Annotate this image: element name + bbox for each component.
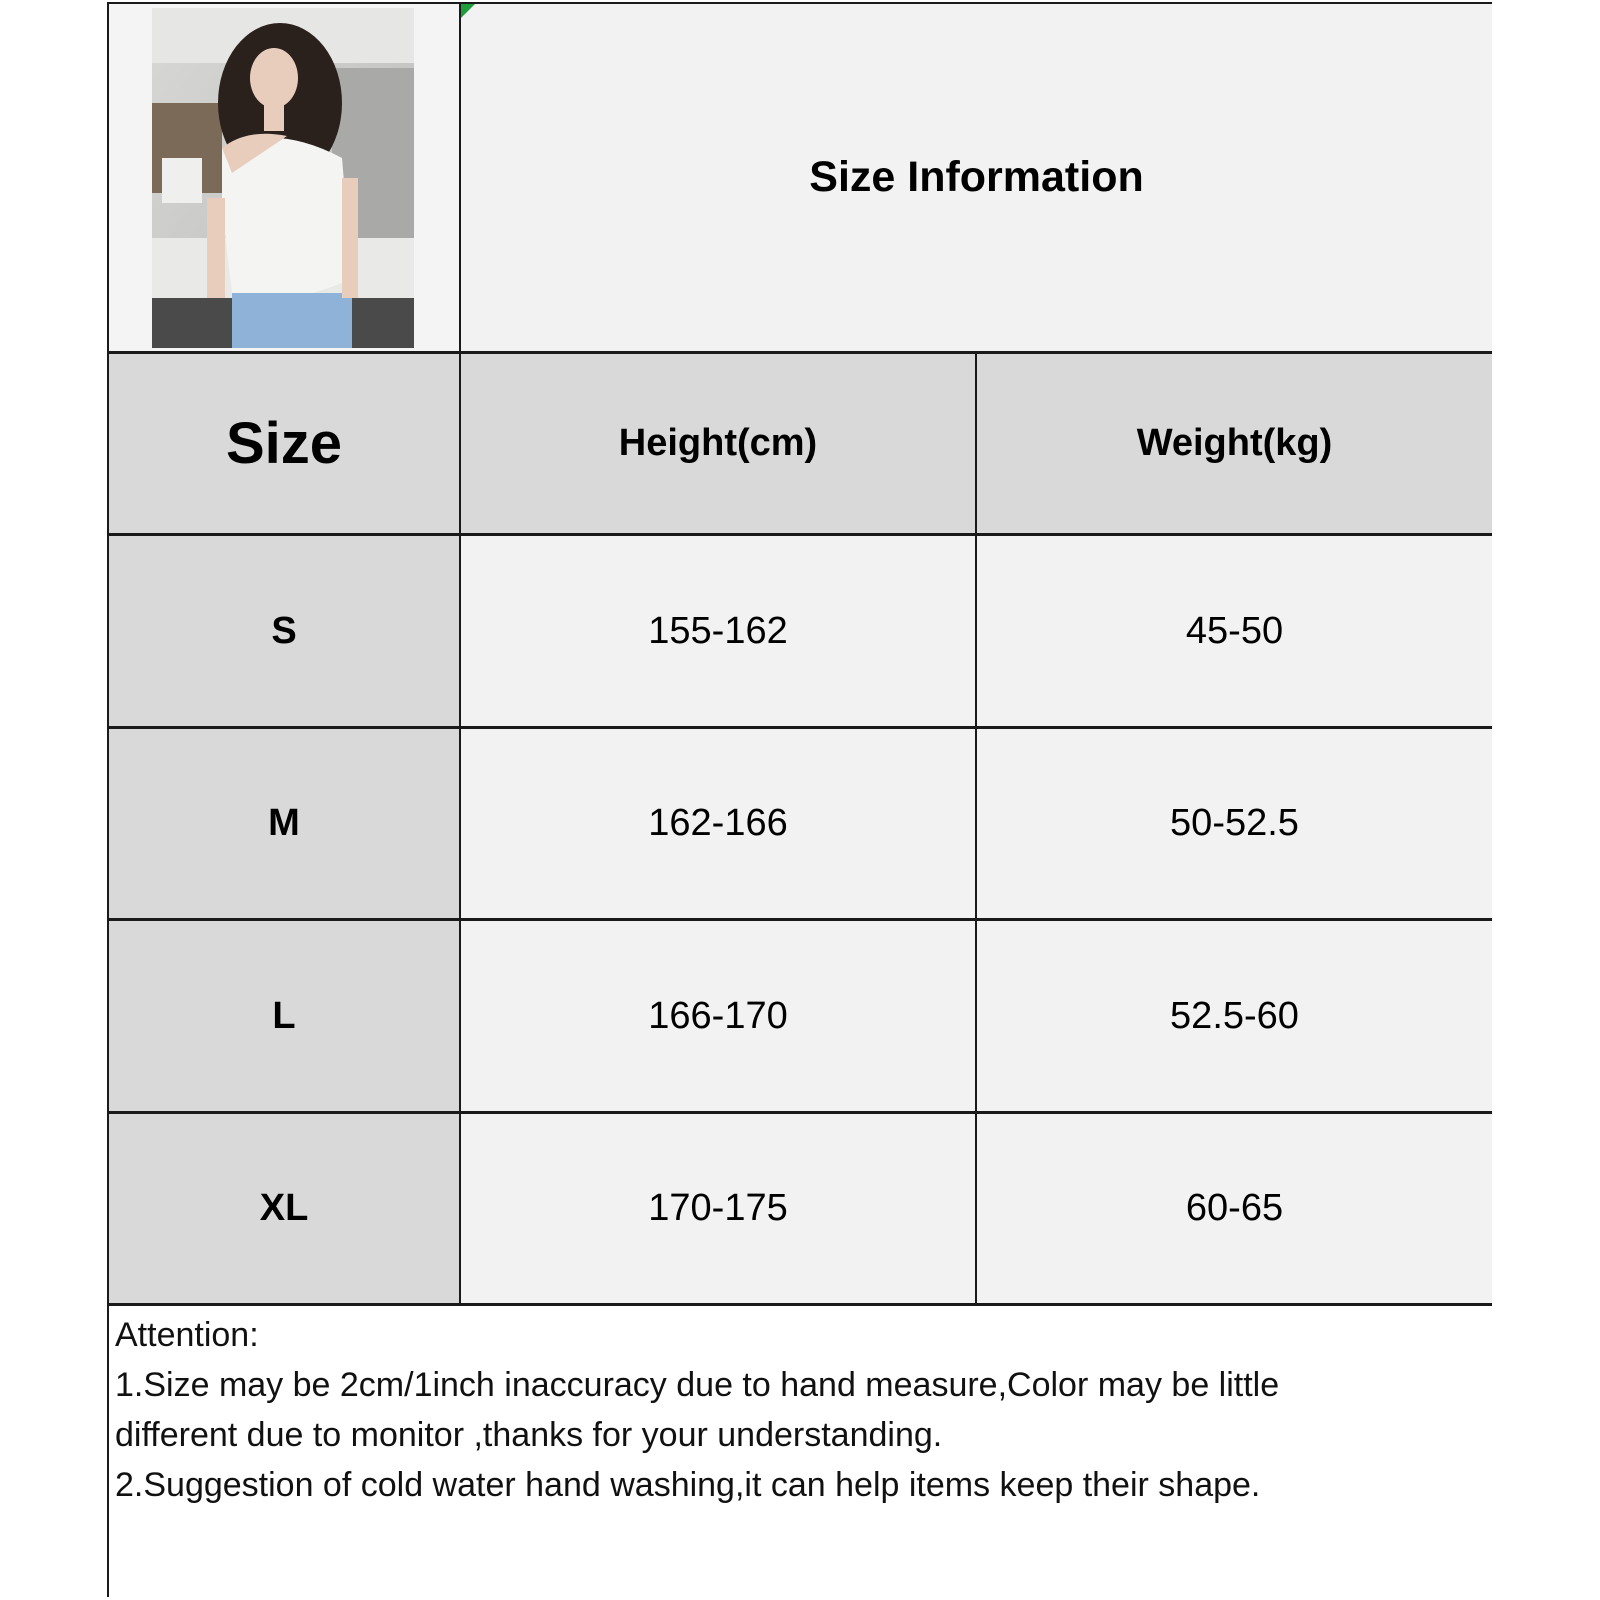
table-row bbox=[109, 536, 1492, 729]
header-weight: Weight(kg) bbox=[977, 354, 1492, 536]
size-cell: XL bbox=[109, 1114, 461, 1306]
weight-cell: 60-65 bbox=[977, 1114, 1492, 1306]
height-cell: 170-175 bbox=[461, 1114, 977, 1306]
weight-cell: 50-52.5 bbox=[977, 729, 1492, 921]
header-height: Height(cm) bbox=[461, 354, 977, 536]
size-cell: S bbox=[109, 536, 461, 729]
table-row bbox=[109, 729, 1492, 921]
notes-line: 2.Suggestion of cold water hand washing,it can help items keep their shape. bbox=[115, 1466, 1261, 1504]
cell-marker-icon bbox=[461, 4, 475, 18]
attention-notes bbox=[109, 1306, 1492, 1597]
photo-cell bbox=[109, 4, 461, 354]
notes-heading: Attention: bbox=[115, 1316, 259, 1354]
notes-line: different due to monitor ,thanks for your understanding. bbox=[115, 1416, 943, 1454]
header-size: Size bbox=[109, 354, 461, 536]
height-cell: 162-166 bbox=[461, 729, 977, 921]
notes-line: 1.Size may be 2cm/1inch inaccuracy due to hand measure,Color may be little bbox=[115, 1366, 1280, 1404]
page-title: Size Information bbox=[809, 153, 1144, 201]
size-cell: M bbox=[109, 729, 461, 921]
height-cell: 155-162 bbox=[461, 536, 977, 729]
table-row bbox=[109, 921, 1492, 1114]
size-chart bbox=[107, 2, 1492, 1597]
weight-cell: 52.5-60 bbox=[977, 921, 1492, 1114]
weight-cell: 45-50 bbox=[977, 536, 1492, 729]
title-cell bbox=[461, 4, 1492, 354]
height-cell: 166-170 bbox=[461, 921, 977, 1114]
size-table bbox=[109, 354, 1492, 1306]
model-photo bbox=[152, 8, 414, 348]
table-header-row bbox=[109, 354, 1492, 536]
table-row bbox=[109, 1114, 1492, 1306]
size-cell: L bbox=[109, 921, 461, 1114]
